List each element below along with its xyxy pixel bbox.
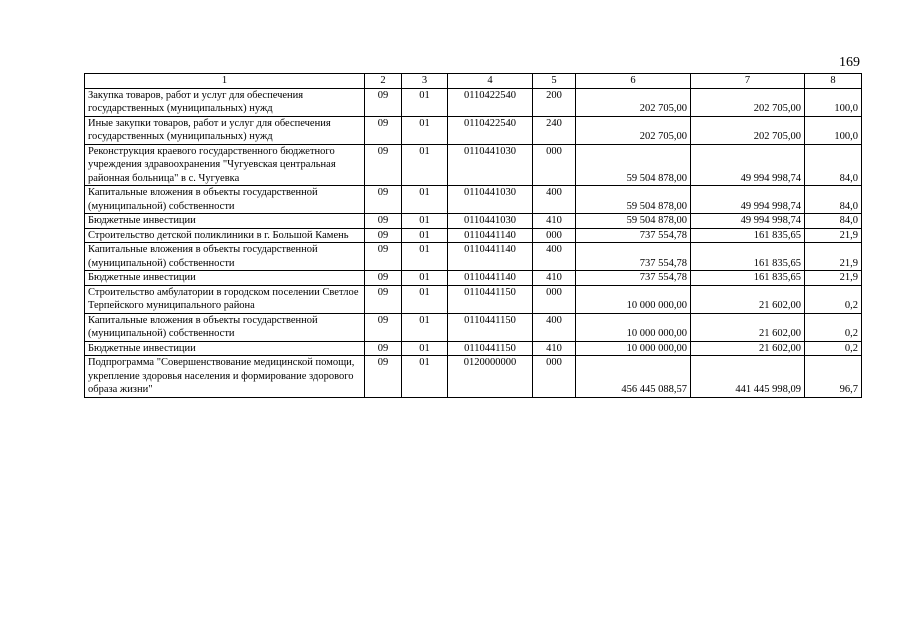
- subsection-code-cell: 01: [402, 228, 448, 243]
- table-header-row: [85, 74, 862, 89]
- execution-percent-cell: 96,7: [805, 356, 862, 398]
- target-article-cell: 0110441140: [448, 243, 533, 271]
- execution-percent-cell: 84,0: [805, 186, 862, 214]
- section-code-cell: 09: [365, 144, 402, 186]
- executed-amount-cell: 161 835,65: [691, 271, 805, 286]
- target-article-cell: 0110441150: [448, 341, 533, 356]
- subsection-code-cell: 01: [402, 88, 448, 116]
- expense-type-cell: 240: [533, 116, 576, 144]
- section-code-cell: 09: [365, 186, 402, 214]
- planned-amount-cell: 737 554,78: [576, 228, 691, 243]
- execution-percent-cell: 100,0: [805, 88, 862, 116]
- section-code-cell: 09: [365, 271, 402, 286]
- subsection-code-cell: 01: [402, 313, 448, 341]
- target-article-cell: 0120000000: [448, 356, 533, 398]
- planned-amount-cell: 737 554,78: [576, 243, 691, 271]
- section-code-cell: 09: [365, 243, 402, 271]
- budget-table: [84, 73, 862, 398]
- target-article-cell: 0110422540: [448, 88, 533, 116]
- subsection-code-cell: 01: [402, 214, 448, 229]
- executed-amount-cell: 202 705,00: [691, 116, 805, 144]
- executed-amount-cell: 21 602,00: [691, 313, 805, 341]
- expense-type-cell: 400: [533, 186, 576, 214]
- target-article-cell: 0110441030: [448, 214, 533, 229]
- section-code-cell: 09: [365, 285, 402, 313]
- row-name-cell: Строительство амбулатории в городском поселении Светлое Терпейского муниципального района: [85, 285, 365, 313]
- planned-amount-cell: 202 705,00: [576, 116, 691, 144]
- row-name-cell: Строительство детской поликлиники в г. Большой Камень: [85, 228, 365, 243]
- row-name-cell: Бюджетные инвестиции: [85, 271, 365, 286]
- subsection-code-cell: 01: [402, 144, 448, 186]
- executed-amount-cell: 21 602,00: [691, 285, 805, 313]
- table-row: [85, 144, 862, 186]
- row-name-cell: Бюджетные инвестиции: [85, 341, 365, 356]
- subsection-code-cell: 01: [402, 243, 448, 271]
- subsection-code-cell: 01: [402, 271, 448, 286]
- row-name-cell: Бюджетные инвестиции: [85, 214, 365, 229]
- table-row: [85, 243, 862, 271]
- header-cell: 3: [402, 74, 448, 89]
- executed-amount-cell: 49 994 998,74: [691, 186, 805, 214]
- expense-type-cell: 000: [533, 285, 576, 313]
- executed-amount-cell: 441 445 998,09: [691, 356, 805, 398]
- expense-type-cell: 410: [533, 271, 576, 286]
- header-cell: 4: [448, 74, 533, 89]
- table-row: [85, 341, 862, 356]
- subsection-code-cell: 01: [402, 356, 448, 398]
- execution-percent-cell: 84,0: [805, 144, 862, 186]
- subsection-code-cell: 01: [402, 186, 448, 214]
- table-row: [85, 313, 862, 341]
- planned-amount-cell: 59 504 878,00: [576, 214, 691, 229]
- row-name-cell: Реконструкция краевого государственного бюджетного учреждения здравоохранения "Чугуевская центральная районная больница" в с. Чугуевка: [85, 144, 365, 186]
- header-cell: 7: [691, 74, 805, 89]
- planned-amount-cell: 59 504 878,00: [576, 186, 691, 214]
- execution-percent-cell: 84,0: [805, 214, 862, 229]
- section-code-cell: 09: [365, 341, 402, 356]
- expense-type-cell: 000: [533, 228, 576, 243]
- expense-type-cell: 000: [533, 144, 576, 186]
- expense-type-cell: 410: [533, 341, 576, 356]
- row-name-cell: Подпрограмма "Совершенствование медицинской помощи, укрепление здоровья населения и формирование здорового образа жизни": [85, 356, 365, 398]
- table-row: [85, 285, 862, 313]
- execution-percent-cell: 0,2: [805, 285, 862, 313]
- row-name-cell: Капитальные вложения в объекты государственной (муниципальной) собственности: [85, 313, 365, 341]
- row-name-cell: Иные закупки товаров, работ и услуг для обеспечения государственных (муниципальных) нужд: [85, 116, 365, 144]
- planned-amount-cell: 737 554,78: [576, 271, 691, 286]
- planned-amount-cell: 10 000 000,00: [576, 285, 691, 313]
- target-article-cell: 0110441150: [448, 313, 533, 341]
- expense-type-cell: 400: [533, 313, 576, 341]
- header-cell: 2: [365, 74, 402, 89]
- execution-percent-cell: 0,2: [805, 341, 862, 356]
- section-code-cell: 09: [365, 116, 402, 144]
- subsection-code-cell: 01: [402, 285, 448, 313]
- execution-percent-cell: 100,0: [805, 116, 862, 144]
- row-name-cell: Капитальные вложения в объекты государственной (муниципальной) собственности: [85, 243, 365, 271]
- planned-amount-cell: 456 445 088,57: [576, 356, 691, 398]
- target-article-cell: 0110422540: [448, 116, 533, 144]
- header-cell: 1: [85, 74, 365, 89]
- row-name-cell: Закупка товаров, работ и услуг для обеспечения государственных (муниципальных) нужд: [85, 88, 365, 116]
- table-row: [85, 271, 862, 286]
- section-code-cell: 09: [365, 313, 402, 341]
- table-row: [85, 186, 862, 214]
- table-row: [85, 356, 862, 398]
- executed-amount-cell: 161 835,65: [691, 243, 805, 271]
- execution-percent-cell: 0,2: [805, 313, 862, 341]
- executed-amount-cell: 161 835,65: [691, 228, 805, 243]
- table-row: [85, 214, 862, 229]
- planned-amount-cell: 202 705,00: [576, 88, 691, 116]
- section-code-cell: 09: [365, 214, 402, 229]
- execution-percent-cell: 21,9: [805, 243, 862, 271]
- table-row: [85, 116, 862, 144]
- executed-amount-cell: 49 994 998,74: [691, 144, 805, 186]
- row-name-cell: Капитальные вложения в объекты государственной (муниципальной) собственности: [85, 186, 365, 214]
- section-code-cell: 09: [365, 356, 402, 398]
- section-code-cell: 09: [365, 88, 402, 116]
- executed-amount-cell: 202 705,00: [691, 88, 805, 116]
- target-article-cell: 0110441150: [448, 285, 533, 313]
- target-article-cell: 0110441030: [448, 186, 533, 214]
- target-article-cell: 0110441140: [448, 228, 533, 243]
- page-number: 169: [839, 55, 860, 70]
- planned-amount-cell: 59 504 878,00: [576, 144, 691, 186]
- header-cell: 5: [533, 74, 576, 89]
- expense-type-cell: 400: [533, 243, 576, 271]
- subsection-code-cell: 01: [402, 116, 448, 144]
- executed-amount-cell: 49 994 998,74: [691, 214, 805, 229]
- target-article-cell: 0110441030: [448, 144, 533, 186]
- table-row: [85, 228, 862, 243]
- expense-type-cell: 410: [533, 214, 576, 229]
- expense-type-cell: 000: [533, 356, 576, 398]
- header-cell: 8: [805, 74, 862, 89]
- table-row: [85, 88, 862, 116]
- header-cell: 6: [576, 74, 691, 89]
- expense-type-cell: 200: [533, 88, 576, 116]
- section-code-cell: 09: [365, 228, 402, 243]
- planned-amount-cell: 10 000 000,00: [576, 313, 691, 341]
- execution-percent-cell: 21,9: [805, 228, 862, 243]
- subsection-code-cell: 01: [402, 341, 448, 356]
- execution-percent-cell: 21,9: [805, 271, 862, 286]
- planned-amount-cell: 10 000 000,00: [576, 341, 691, 356]
- executed-amount-cell: 21 602,00: [691, 341, 805, 356]
- target-article-cell: 0110441140: [448, 271, 533, 286]
